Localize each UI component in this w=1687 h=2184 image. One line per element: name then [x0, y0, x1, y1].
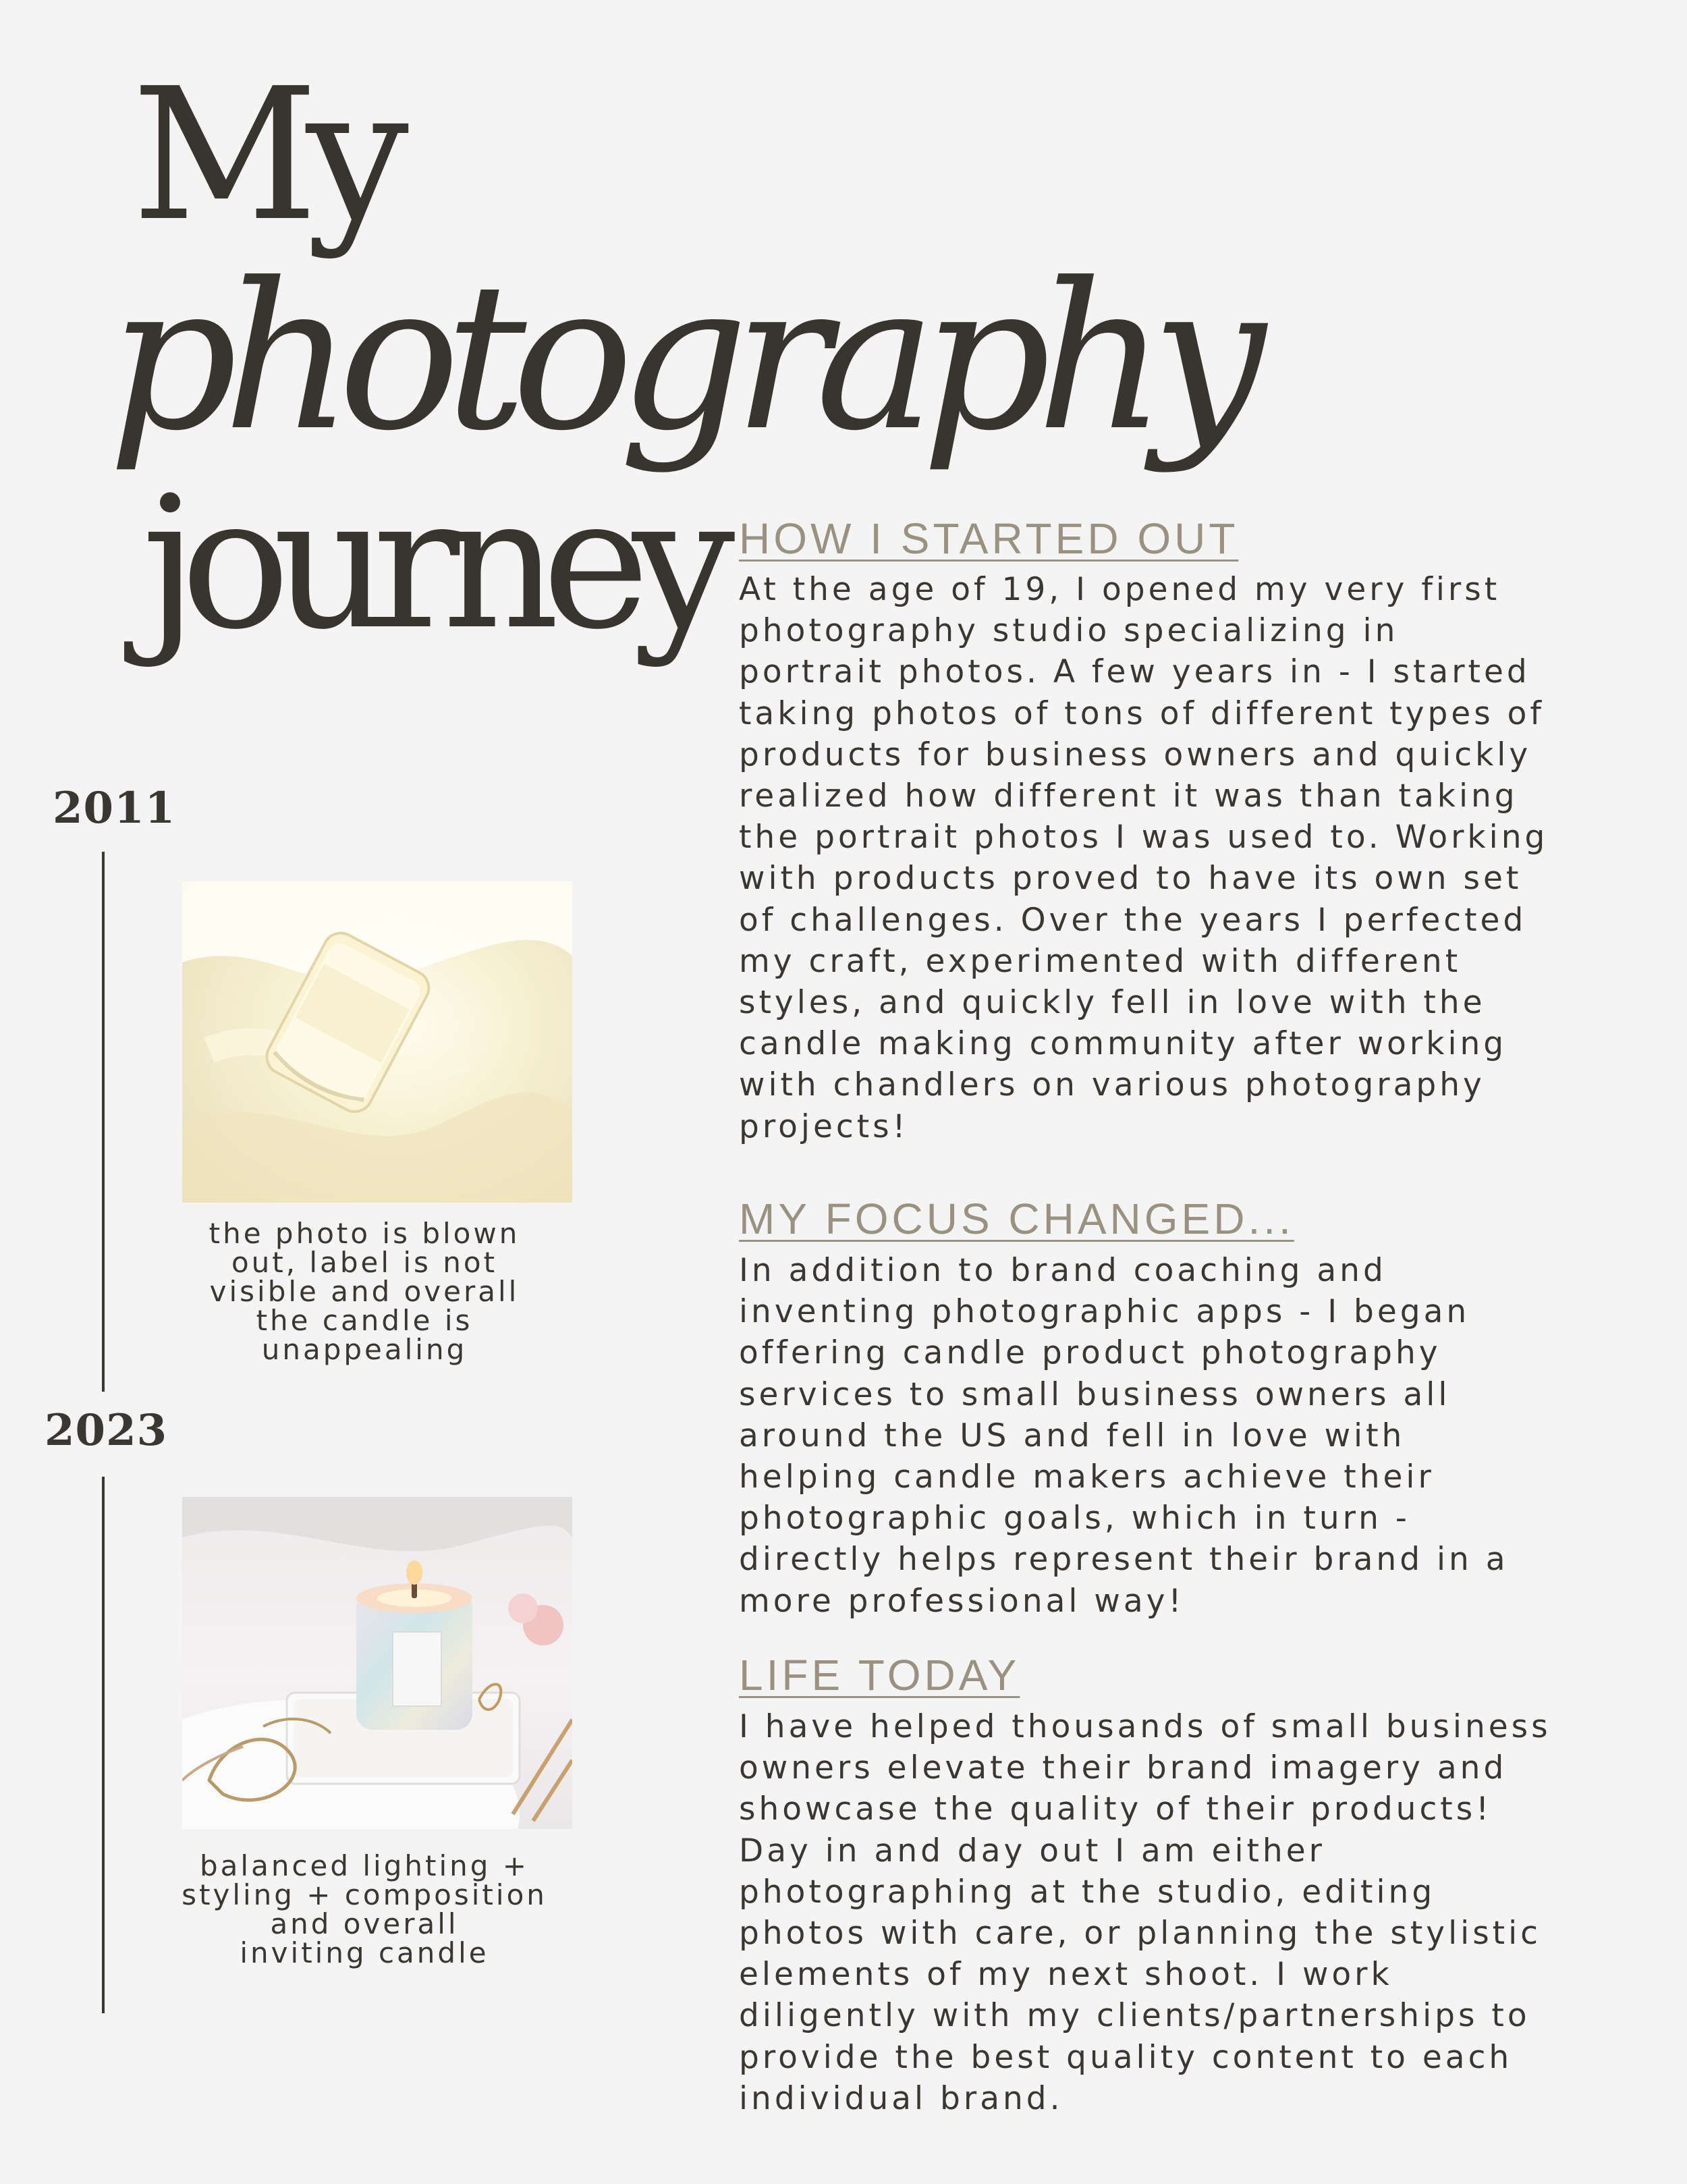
body-line: In addition to brand coaching and [739, 1252, 1387, 1289]
section-heading-how-i-started-out: HOW I STARTED OUT [739, 514, 1239, 563]
body-line: around the US and fell in love with [739, 1417, 1406, 1454]
body-line: with products proved to have its own set [739, 860, 1522, 898]
body-line: portrait photos. A few years in - I started [739, 653, 1530, 691]
body-line: styles, and quickly fell in love with the [739, 984, 1486, 1022]
year-2011: 2011 [53, 783, 176, 834]
body-line: owners elevate their brand imagery and [739, 1749, 1508, 1787]
body-line: realized how different it was than taking [739, 777, 1518, 815]
title-line-journey: journey [142, 457, 718, 670]
timeline-divider [102, 852, 105, 1392]
body-line: showcase the quality of their products! [739, 1791, 1493, 1828]
caption-line: balanced lighting + [200, 1849, 529, 1882]
body-line: photographing at the studio, editing [739, 1873, 1436, 1911]
body-line: I have helped thousands of small business [739, 1708, 1551, 1745]
caption-line: the photo is blown [209, 1217, 520, 1250]
body-line: taking photos of tons of different types of [739, 694, 1545, 732]
caption-after [169, 1851, 560, 1967]
year-2023: 2023 [45, 1405, 168, 1456]
body-line: more professional way! [739, 1582, 1185, 1620]
caption-line: inviting candle [240, 1936, 489, 1969]
body-line: the portrait photos I was used to. Working [739, 819, 1549, 856]
title-line-my: My [132, 49, 397, 261]
caption-line: out, label is not [231, 1246, 498, 1279]
body-line: of challenges. Over the years I perfected [739, 901, 1527, 939]
body-line: with chandlers on various photography [739, 1066, 1485, 1104]
caption-line: styling + composition [182, 1878, 547, 1911]
body-line: diligently with my clients/partnerships to [739, 1997, 1530, 2035]
timeline-divider [102, 1477, 105, 2013]
body-line: projects! [739, 1108, 909, 1145]
section-body-my-focus-changed [739, 1250, 1623, 1622]
body-line: photographic goals, which in turn - [739, 1500, 1410, 1537]
overexposed-candle-illustration [182, 881, 572, 1203]
section-heading-my-focus-changed: MY FOCUS CHANGED... [739, 1195, 1294, 1243]
section-body-life-today [739, 1706, 1623, 2119]
body-line: provide the best quality content to each [739, 2038, 1513, 2076]
caption-line: unappealing [261, 1333, 468, 1366]
body-line: offering candle product photography [739, 1334, 1441, 1372]
styled-candle-illustration [182, 1497, 572, 1829]
candle-photo-before [182, 881, 572, 1203]
body-line: At the age of 19, I opened my very first [739, 571, 1501, 608]
title-line-photography: photography [108, 240, 1252, 475]
candle-photo-after [182, 1497, 572, 1829]
caption-line: visible and overall [209, 1275, 520, 1308]
section-heading-life-today: LIFE TODAY [739, 1651, 1020, 1699]
caption-line: and overall [270, 1907, 459, 1940]
body-line: individual brand. [739, 2079, 1063, 2117]
body-line: inventing photographic apps - I began [739, 1293, 1470, 1331]
body-line: services to small business owners all [739, 1375, 1451, 1413]
body-line: candle making community after working [739, 1025, 1508, 1063]
section-body-how-i-started-out [739, 569, 1623, 1147]
body-line: products for business owners and quickly [739, 736, 1532, 773]
body-line: directly helps represent their brand in a [739, 1541, 1509, 1579]
body-line: my craft, experimented with different [739, 942, 1462, 980]
caption-line: the candle is [256, 1304, 473, 1337]
body-line: elements of my next shoot. I work [739, 1956, 1393, 1994]
body-line: helping candle makers achieve their [739, 1458, 1435, 1496]
body-line: photography studio specializing in [739, 612, 1399, 650]
body-line: Day in and day out I am either [739, 1832, 1325, 1869]
body-line: photos with care, or planning the stylistic [739, 1915, 1542, 1953]
caption-before [169, 1219, 560, 1364]
